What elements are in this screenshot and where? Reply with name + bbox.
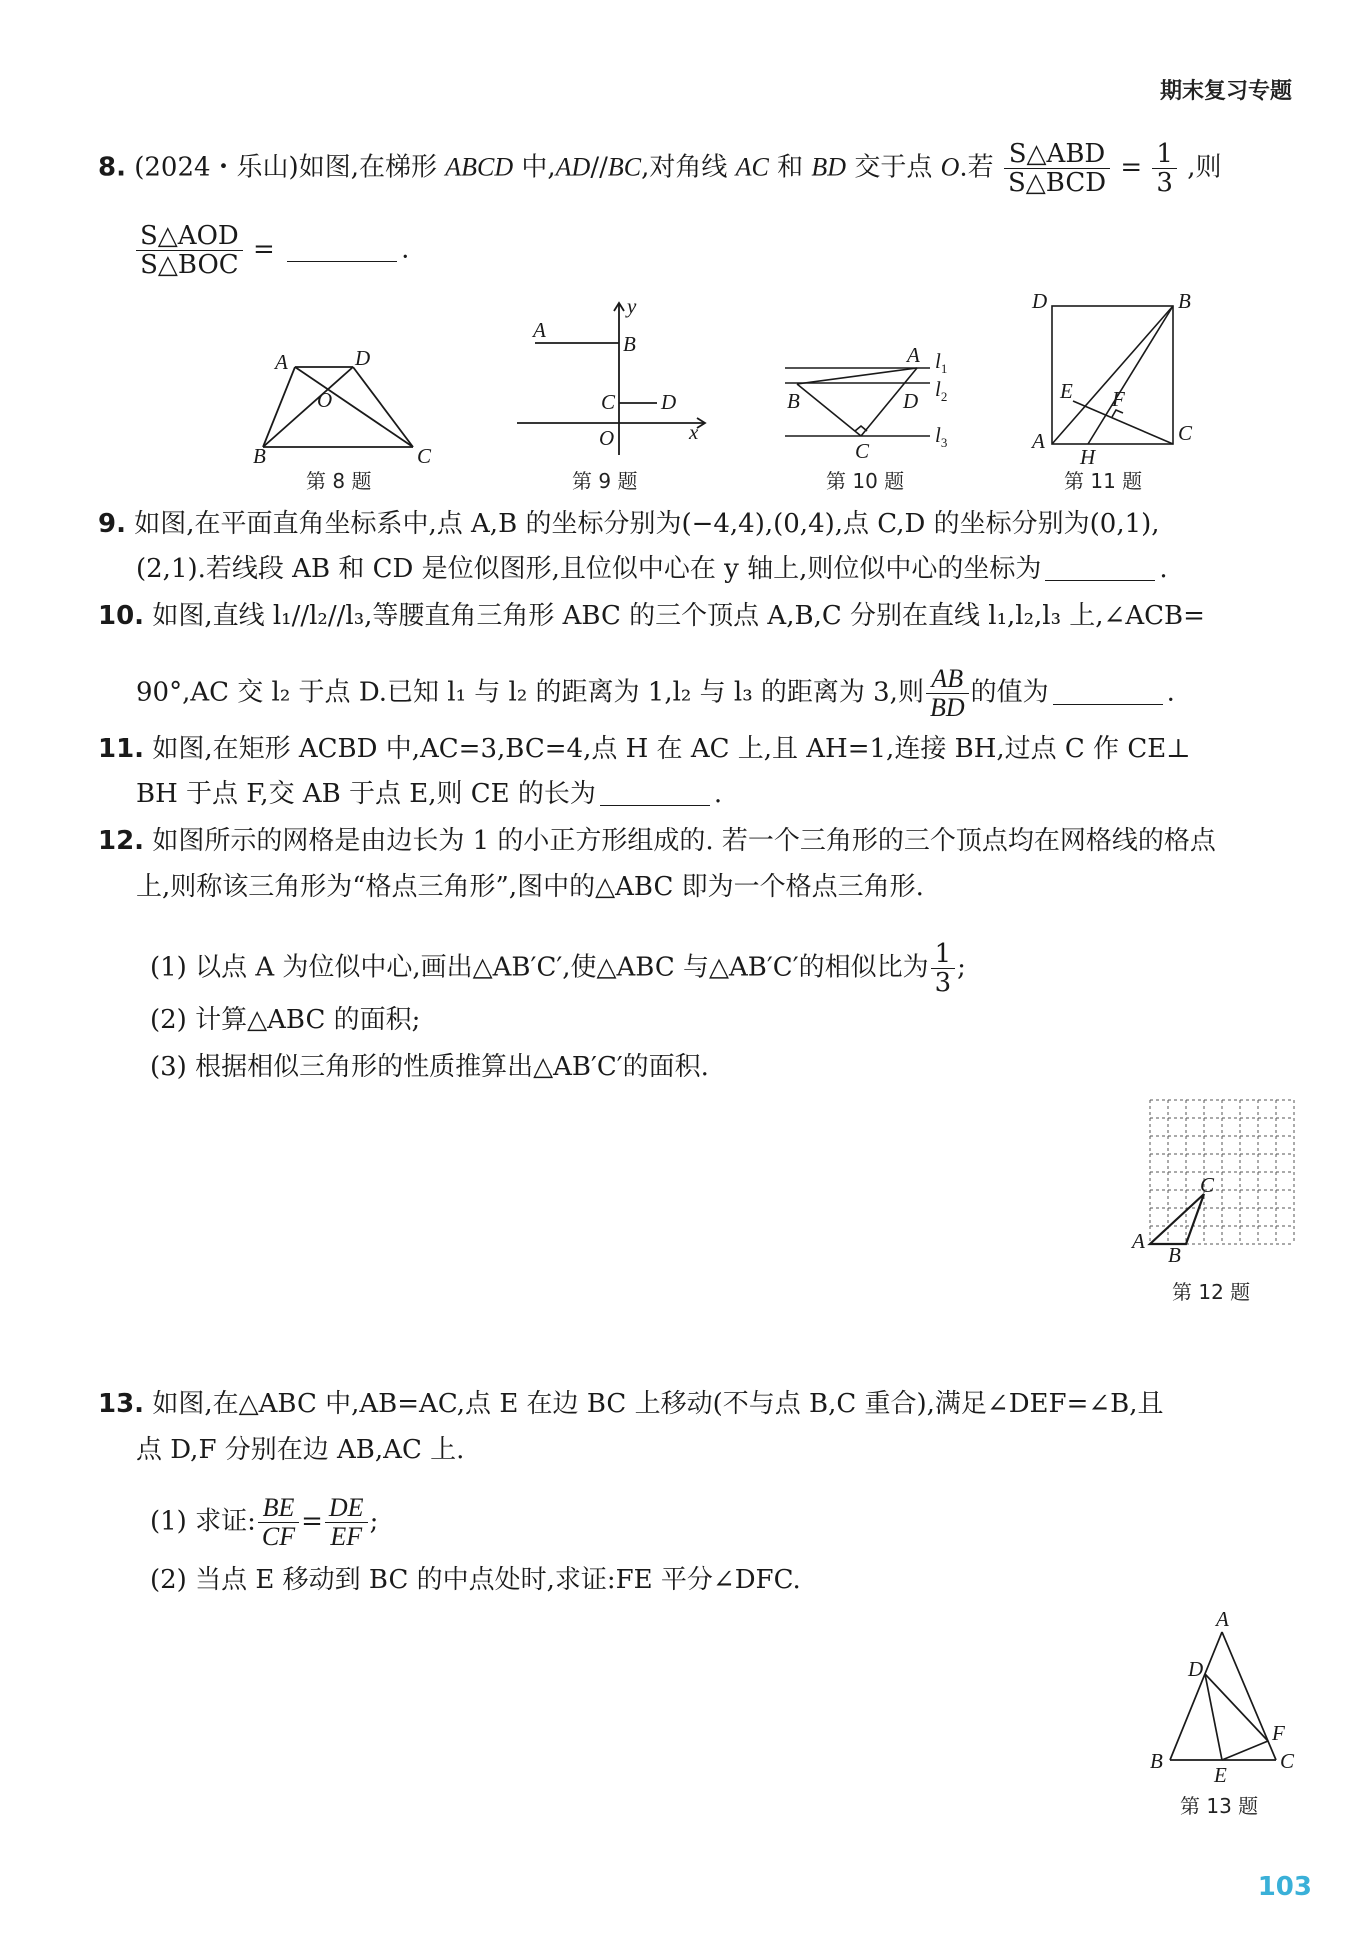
fig13-label-f: F (1272, 1721, 1285, 1745)
q13-number: 13. (98, 1389, 145, 1419)
q12-part-3 (150, 1049, 709, 1085)
q9-text-2: (2,1).若线段 AB 和 CD 是位似图形,且位似中心在 y 轴上,则位似中心的坐标为 (136, 554, 1042, 584)
figure-13 (1140, 1608, 1320, 1788)
q8-number: 8. (98, 152, 126, 183)
fig11-label-a: A (1032, 429, 1045, 453)
fig8-label-d: D (355, 346, 371, 370)
q8-text-2: 中, (521, 152, 556, 183)
fig8-label-c: C (417, 444, 432, 465)
fig12-label-a: A (1132, 1229, 1145, 1253)
q10-fraction: $\frac{AB}{BD}$ (926, 665, 969, 722)
fig13-label-c: C (1280, 1749, 1295, 1773)
q9-answer-blank (1045, 580, 1155, 581)
fig11-label-f: F (1112, 387, 1125, 411)
q13-text-1: 如图,在△ABC 中,AB=AC,点 E 在边 BC 上移动(不与点 B,C 重合),满足∠DEF=∠B,且 (152, 1389, 1164, 1419)
page-number: 103 (1257, 1872, 1312, 1902)
fig10-label-l1: $l_1$ (935, 349, 948, 376)
q8-line-1 (98, 140, 1221, 197)
q10-text-2b: 的值为 (970, 677, 1049, 708)
q13-part-1-text: (1) 求证: (150, 1506, 256, 1537)
figure-8 (245, 345, 445, 465)
fig13-label-e: E (1214, 1763, 1227, 1787)
header-title: 期末复习专题 (1159, 79, 1292, 104)
fig13-label-d: D (1188, 1657, 1204, 1681)
q8-text-6: .若 (959, 152, 994, 183)
q9-line-2 (136, 551, 1168, 587)
q12-part-1 (150, 940, 966, 997)
q11-number: 11. (98, 734, 145, 764)
fig9-label-x: x (689, 420, 699, 444)
q11-text-1: 如图,在矩形 ACBD 中,AC=3,BC=4,点 H 在 AC 上,且 AH=1,连接 BH,过点 C 作 CE⊥ (152, 734, 1191, 764)
q12-part-1-end: ; (957, 952, 966, 983)
fig13-label-b: B (1150, 1749, 1163, 1773)
q11-caption: 第 11 题 (1064, 469, 1143, 493)
fig12-grid (1150, 1100, 1294, 1244)
q8-fraction-3: $\frac{\text{S△AOD}}{\text{S△BOC}}$ (136, 222, 243, 279)
q8-text-7: ,则 (1187, 152, 1222, 183)
q10-text-1: 如图,直线 l₁//l₂//l₃,等腰直角三角形 ABC 的三个顶点 A,B,C 分别在直线 l₁,l₂,l₃ 上,∠ACB= (152, 601, 1205, 631)
q12-text-2: 上,则称该三角形为“格点三角形”,图中的△ABC 即为一个格点三角形. (136, 872, 924, 902)
q12-number: 12. (98, 826, 145, 856)
fig10-label-b: B (787, 389, 800, 413)
fig12-triangle-abc (1150, 1194, 1204, 1244)
q8-ac: AC (735, 152, 769, 182)
q8-text-5: 交于点 (854, 152, 933, 183)
fig9-label-a: A (533, 318, 546, 342)
q8-line-2 (134, 222, 409, 279)
q13-caption: 第 13 题 (1180, 1794, 1259, 1818)
q12-part-2-text: (2) 计算△ABC 的面积; (150, 1005, 421, 1035)
fig13-label-a: A (1216, 1608, 1229, 1631)
fig8-label-b: B (253, 444, 266, 465)
fig10-label-l2: $l_2$ (935, 377, 948, 404)
q10-line-1 (98, 598, 1205, 634)
q12-part-2 (150, 1002, 420, 1038)
q10-end: . (1166, 677, 1175, 708)
fig12-label-b: B (1168, 1243, 1181, 1267)
q13-part-1 (150, 1494, 378, 1551)
q8-bd: BD (811, 152, 847, 182)
figure-10 (775, 338, 975, 466)
q8-text-4: 和 (777, 152, 804, 183)
q13-fraction-2: $\frac{DE}{EF}$ (325, 1494, 368, 1551)
q8-caption: 第 8 题 (306, 469, 372, 493)
fig10-label-d: D (903, 389, 919, 413)
fig9-label-b: B (623, 332, 636, 356)
q13-line-2 (136, 1432, 464, 1468)
q9-end: . (1159, 554, 1168, 584)
q8-text-1: (2024・乐山)如图,在梯形 (134, 152, 437, 183)
q10-text-2a: 90°,AC 交 l₂ 于点 D.已知 l₁ 与 l₂ 的距离为 1,l₂ 与 l₃ 的距离为 3,则 (136, 677, 924, 708)
q8-equals-2: = (253, 234, 275, 265)
fig9-label-d: D (661, 390, 677, 414)
q9-line-1 (98, 506, 1160, 542)
q13-fraction-1: $\frac{BE}{CF}$ (258, 1494, 299, 1551)
fig11-label-c: C (1178, 421, 1193, 445)
figure-9 (505, 295, 715, 460)
q12-part-1-text: (1) 以点 A 为位似中心,画出△AB′C′,使△ABC 与△AB′C′的相似比为 (150, 952, 929, 983)
q8-end: . (401, 234, 410, 265)
q12-part-1-fraction: $\frac{1}{3}$ (931, 940, 956, 997)
q8-fraction-1: $\frac{\text{S△ABD}}{\text{S△BCD}}$ (1004, 140, 1110, 197)
figure-11 (1020, 288, 1195, 466)
q9-caption: 第 9 题 (572, 469, 638, 493)
fig8-label-o: O (317, 388, 333, 412)
q12-caption: 第 12 题 (1172, 1280, 1251, 1304)
q10-caption: 第 10 题 (826, 469, 905, 493)
q9-text-1: 如图,在平面直角坐标系中,点 A,B 的坐标分别为(−4,4),(0,4),点 C,D 的坐标分别为(0,1), (134, 509, 1160, 539)
q13-part-2 (150, 1562, 801, 1598)
q13-part-1-end: ; (369, 1506, 379, 1537)
fig9-label-y: y (627, 295, 637, 318)
q10-line-2 (136, 665, 1175, 722)
q12-part-3-text: (3) 根据相似三角形的性质推算出△AB′C′的面积. (150, 1052, 709, 1082)
q8-fraction-2: $\frac{1}{3}$ (1152, 140, 1177, 197)
fig9-label-c: C (601, 390, 616, 414)
q11-line-1 (98, 731, 1191, 767)
q8-o: O (940, 152, 960, 182)
fig10-label-a: A (907, 343, 920, 367)
q12-text-1: 如图所示的网格是由边长为 1 的小正方形组成的. 若一个三角形的三个顶点均在网格线的格点 (152, 826, 1216, 856)
q11-line-2 (136, 776, 722, 812)
q8-ad: AD (555, 152, 591, 182)
q8-parallel: // (590, 152, 608, 183)
q8-answer-blank (287, 261, 397, 262)
fig10-label-l3: $l_3$ (935, 423, 948, 450)
q12-line-2 (136, 869, 924, 905)
q8-bc: BC (607, 152, 642, 182)
fig8-label-a: A (275, 350, 288, 374)
q11-answer-blank (600, 805, 710, 806)
fig11-label-e: E (1060, 379, 1073, 403)
q10-number: 10. (98, 601, 145, 631)
q13-part-2-text: (2) 当点 E 移动到 BC 的中点处时,求证:FE 平分∠DFC. (150, 1565, 801, 1595)
q11-text-2: BH 于点 F,交 AB 于点 E,则 CE 的长为 (136, 779, 596, 809)
q8-abcd: ABCD (445, 152, 514, 182)
q12-line-1 (98, 823, 1216, 859)
fig11-label-h: H (1080, 445, 1096, 466)
fig11-label-b: B (1178, 289, 1191, 313)
q10-answer-blank (1053, 704, 1163, 705)
q9-number: 9. (98, 509, 126, 539)
figure-12 (1130, 1096, 1300, 1271)
q13-line-1 (98, 1386, 1164, 1422)
q13-text-2: 点 D,F 分别在边 AB,AC 上. (136, 1435, 465, 1465)
q8-equals: = (1120, 152, 1143, 183)
fig10-label-c: C (855, 439, 870, 463)
q8-text-3: ,对角线 (641, 152, 728, 183)
q11-end: . (713, 779, 723, 809)
fig9-label-o: O (599, 426, 615, 450)
q13-equals: = (301, 1506, 323, 1537)
fig11-label-d: D (1032, 289, 1048, 313)
fig12-label-c: C (1200, 1173, 1215, 1197)
